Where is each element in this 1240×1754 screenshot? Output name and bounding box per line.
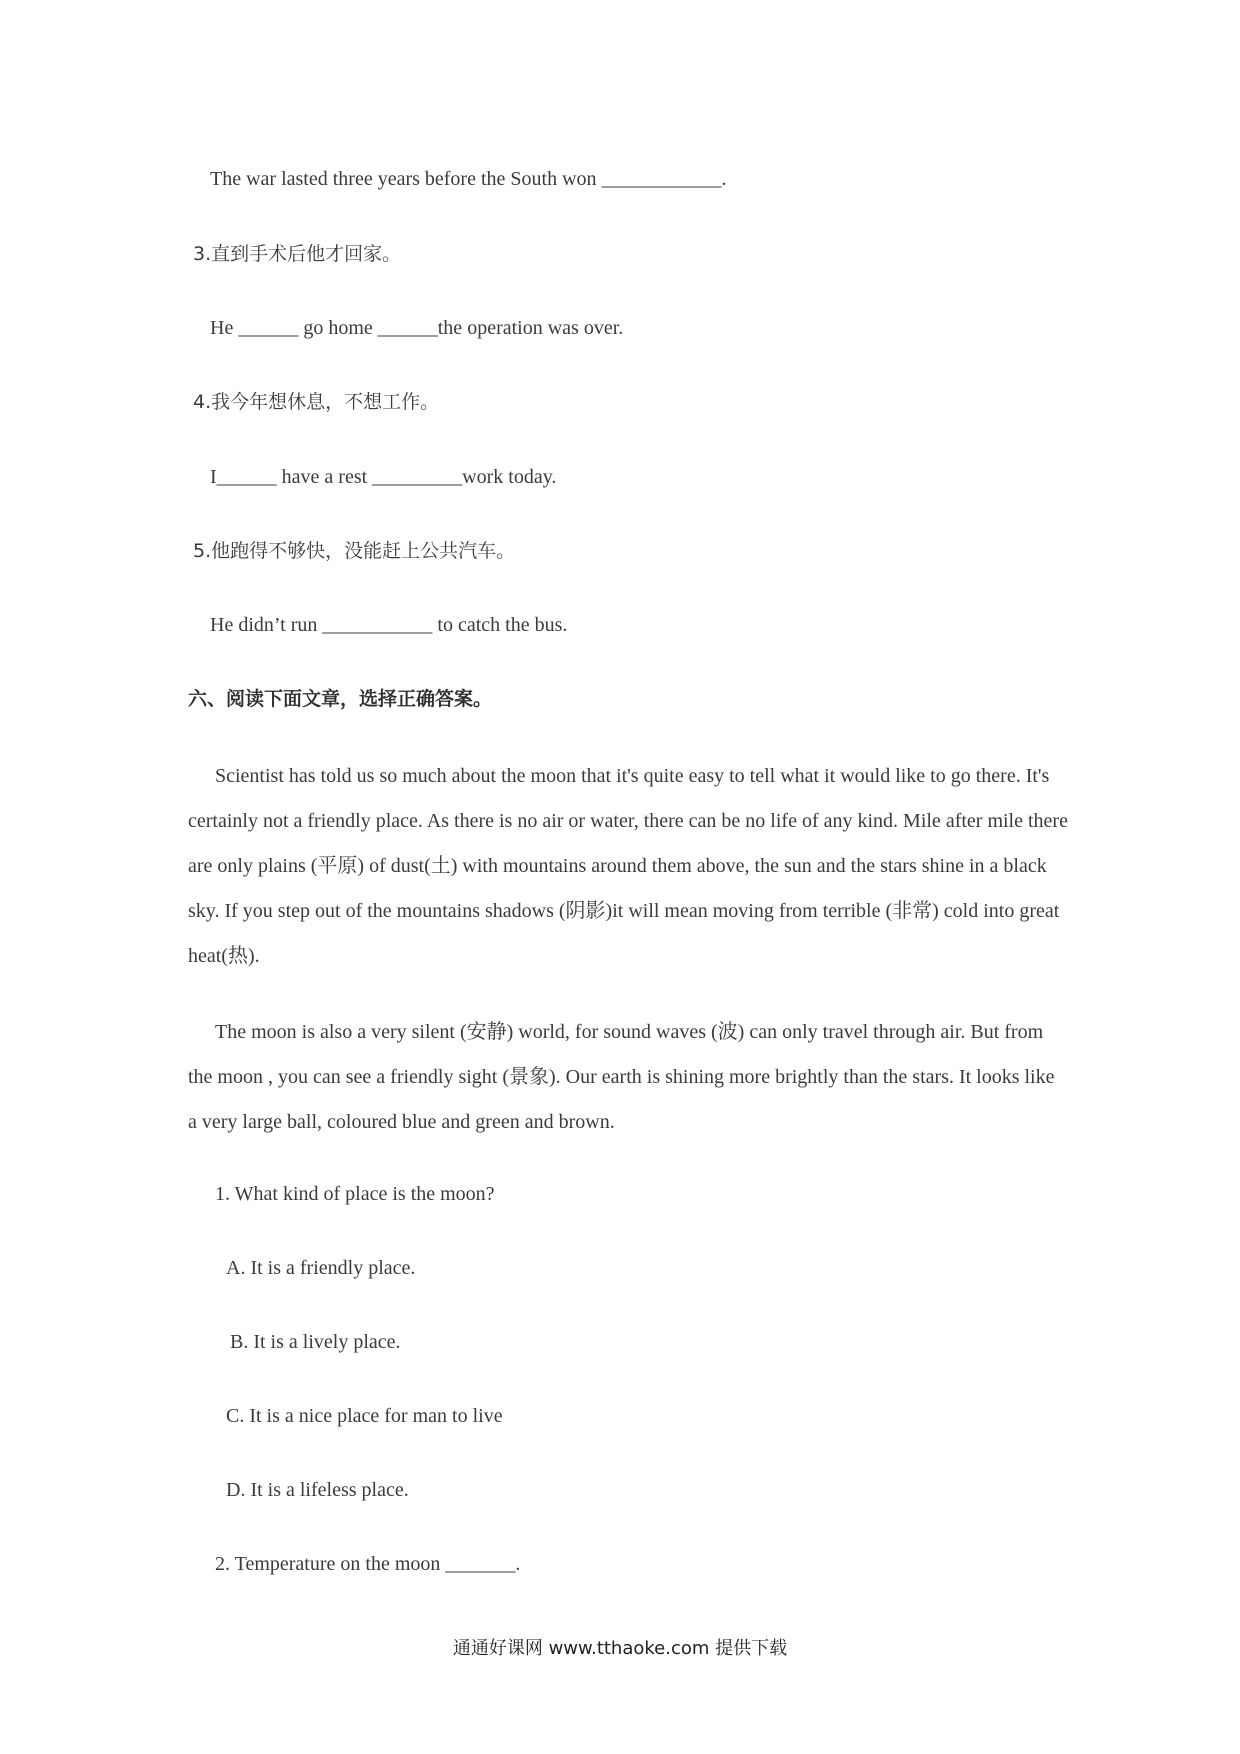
question-2: 2. Temperature on the moon _______. — [215, 1553, 521, 1575]
option-d: D. It is a lifeless place. — [226, 1479, 409, 1501]
question-5-chinese: 5.他跑得不够快，没能赶上公共汽车。 — [193, 540, 516, 562]
question-5-english: He didn’t run ___________ to catch the bus. — [210, 614, 568, 636]
question-4-english: I______ have a rest _________work today. — [210, 466, 557, 488]
question-1: 1. What kind of place is the moon? — [215, 1183, 495, 1205]
section-6-heading: 六、阅读下面文章，选择正确答案。 — [188, 688, 493, 710]
option-a: A. It is a friendly place. — [226, 1257, 416, 1279]
option-c: C. It is a nice place for man to live — [226, 1405, 503, 1427]
reading-paragraph-1: Scientist has told us so much about the moon that it's quite easy to tell what it would like to go there. It's certainly not a friendly place. As there is no air or water, there can be no life of any kind. Mile after mile there are only plains (平原) of dust(土) with mountains around them above, the sun and the stars shine in a black sky. If you step out of the mountains shadows (阴影)it will mean moving from terrible (非常) cold into great heat(热). — [188, 765, 1068, 967]
question-4-chinese: 4.我今年想休息，不想工作。 — [193, 391, 440, 413]
question-2-english: The war lasted three years before the South won ____________. — [210, 168, 727, 190]
page-footer: 通通好课网 www.tthaoke.com 提供下载 — [452, 1638, 788, 1659]
option-b: B. It is a lively place. — [230, 1331, 401, 1353]
question-3-chinese: 3.直到手术后他才回家。 — [193, 243, 402, 265]
question-3-english: He ______ go home ______the operation was over. — [210, 317, 624, 339]
reading-paragraph-2: The moon is also a very silent (安静) world, for sound waves (波) can only travel through air. But from the moon , you can see a friendly sight (景象). Our earth is shining more brightly than the stars. It looks like a very large ball, coloured blue and green and brown. — [188, 1021, 1055, 1133]
